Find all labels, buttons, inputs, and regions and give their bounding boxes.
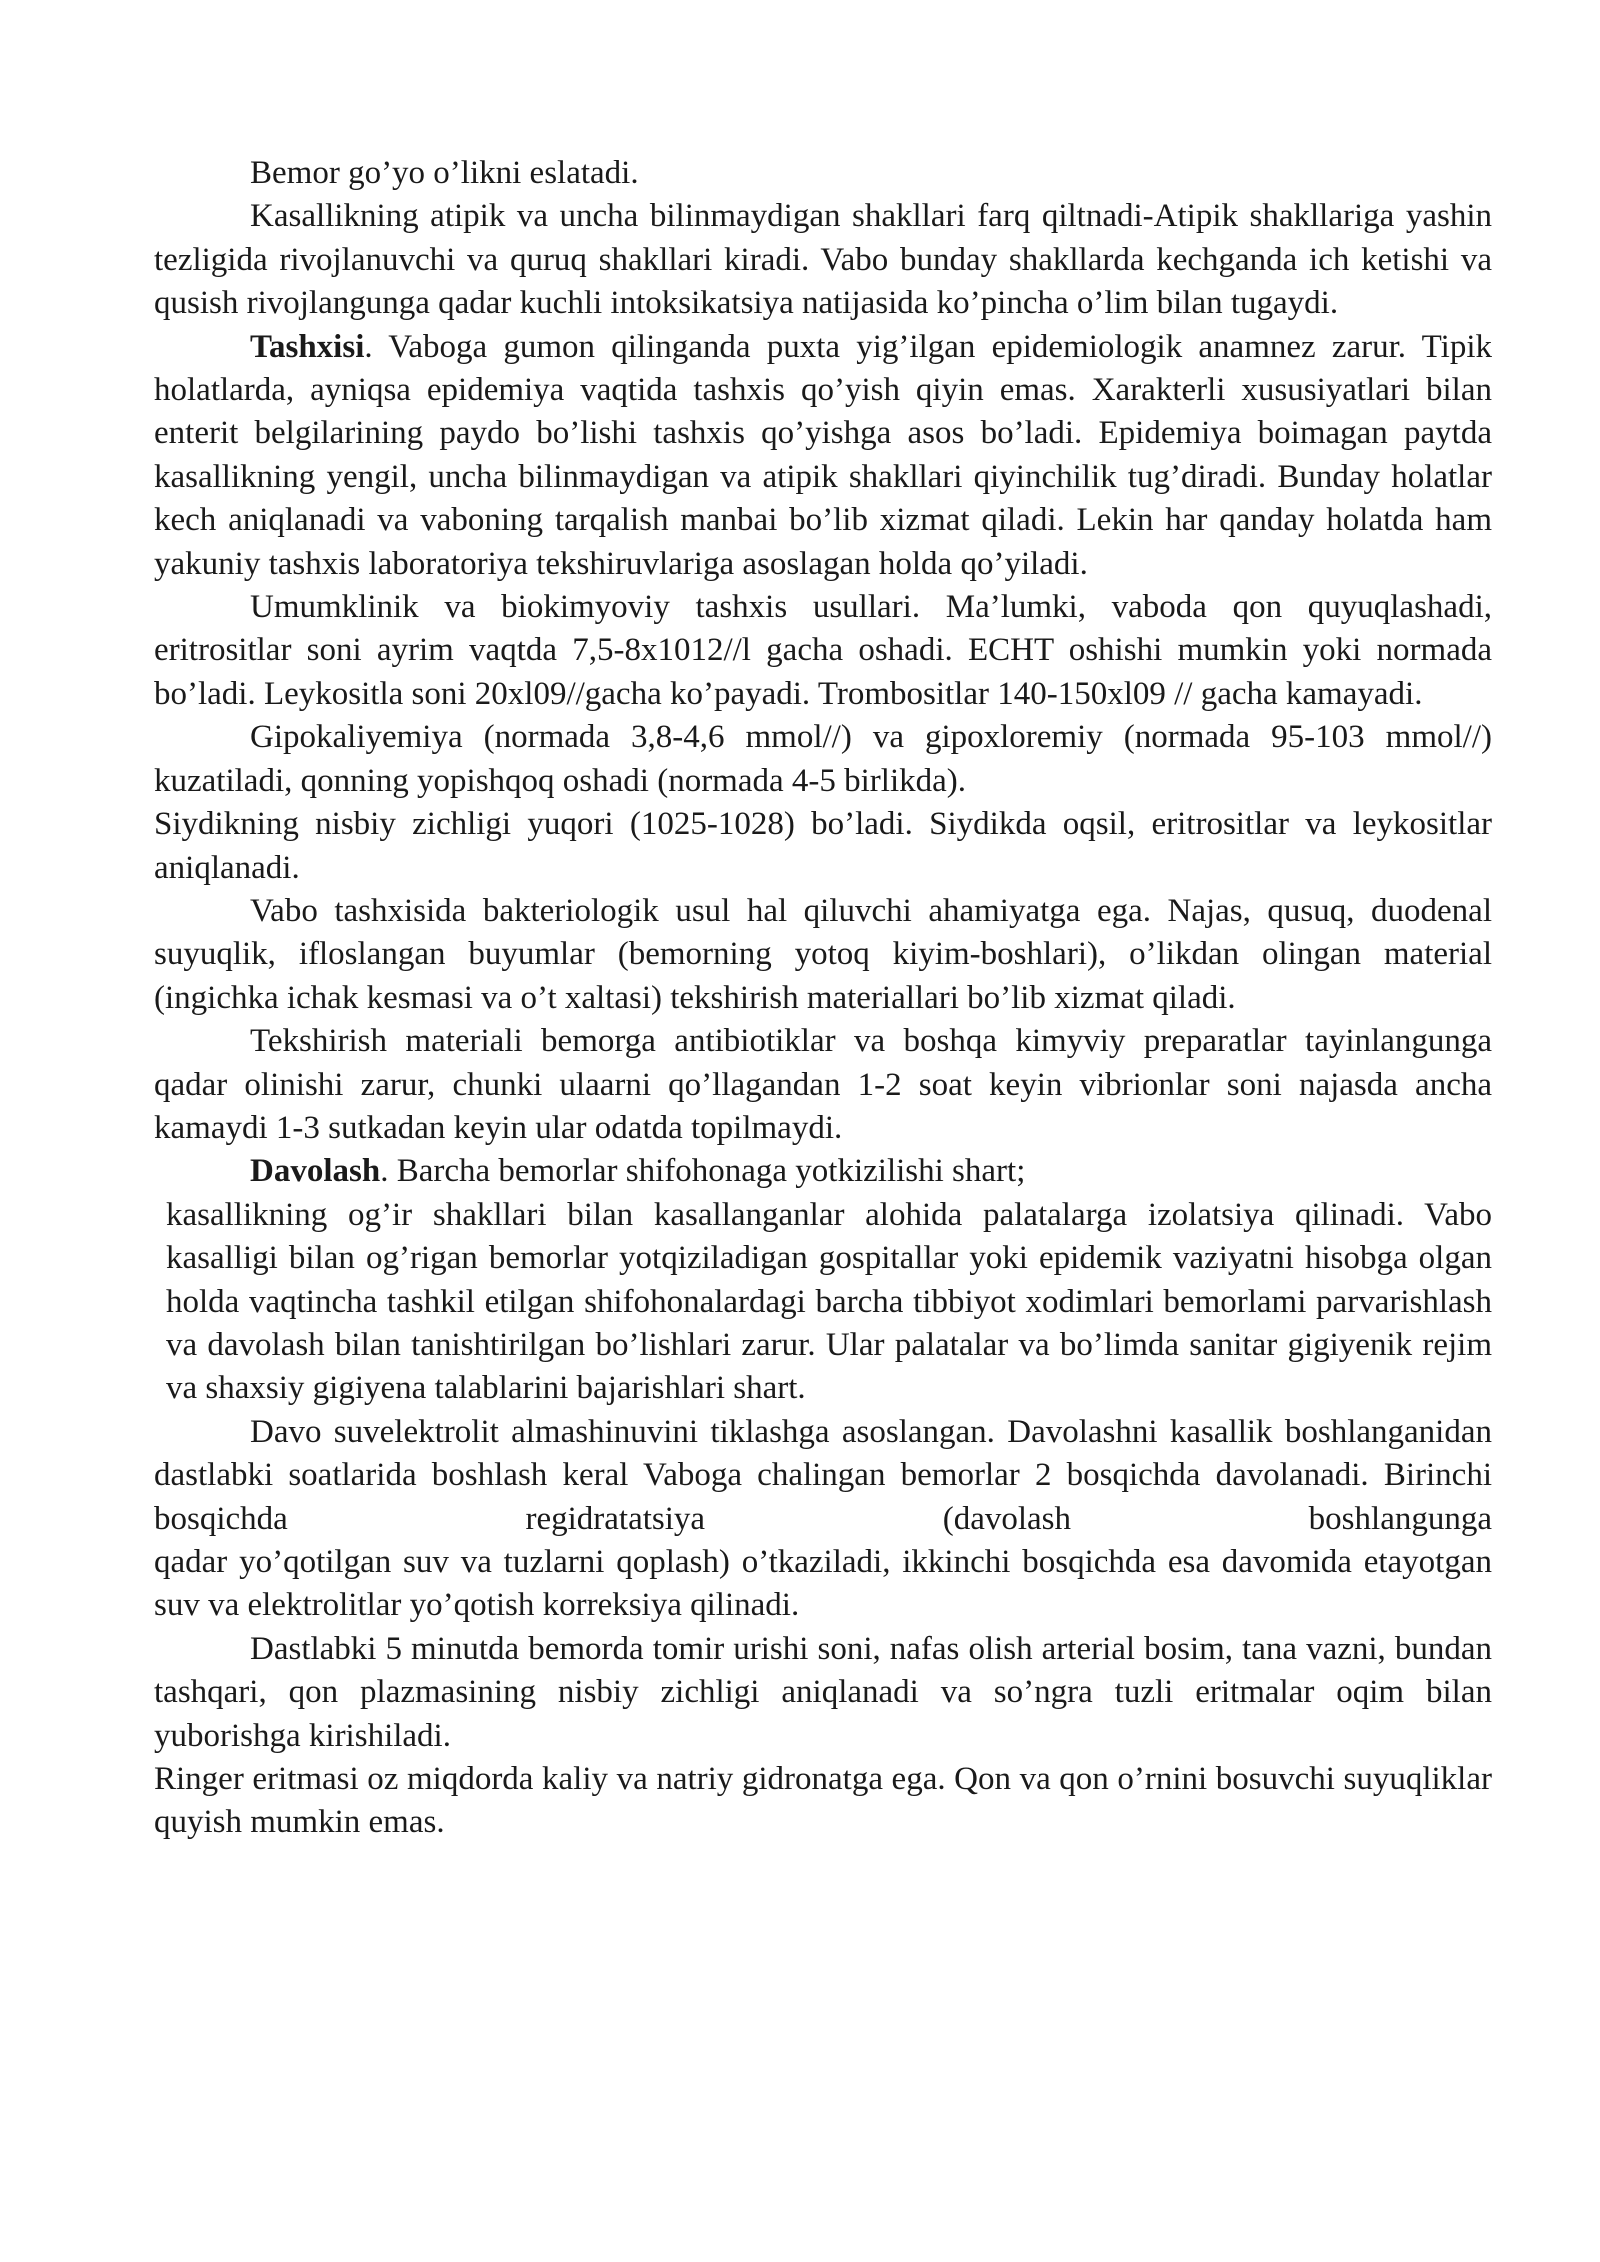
paragraph-hypokalemia: Gipokaliyemiya (normada 3,8-4,6 mmol//) va gipoxloremiy (normada 95-103 mmol//) kuzatiladi, qonning yopishqoq oshadi (normada 4-5 birlikda). [154, 719, 1492, 799]
paragraph-first-minutes: Dastlabki 5 minutda bemorda tomir urishi soni, nafas olish arterial bosim, tana vazni, bundan tashqari, qon plazmasining nisbiy zichligi aniqlanadi va so’ngra tuzli eritmalar oqim bilan yuborishga kirishiladi. [154, 1630, 1492, 1754]
paragraph-isolation: kasallikning og’ir shakllari bilan kasallanganlar alohida palatalarga izolatsiya qilinadi. Vabo kasalligi bilan og’rigan bemorlar yotqiziladigan gospitallar yoki epidemik vaziyatni hisobga olgan holda vaqtincha tashkil etilgan shifohonalardagi barcha tibbiyot xodimlari bemorlami parvarishlash va davolash bilan tanishtirilgan bo’lishlari zarur. Ular palatalar va bo’limda sanitar gigiyenik rejim va shaxsiy gigiyena talablarini bajarishlari shart. [166, 1196, 1492, 1407]
paragraph-bacteriology: Vabo tashxisida bakteriologik usul hal qiluvchi ahamiyatga ega. Najas, qusuq, duodenal suyuqlik, ifloslangan buyumlar (bemorning yotoq kiyim-boshlari), o’likdan olingan material (ingichka ichak kesmasi va o’t xaltasi) tekshirish materiallari bo’lib xizmat qiladi. [154, 892, 1492, 1016]
document-page [154, 152, 1492, 1845]
paragraph-treatment [154, 1150, 1492, 1193]
paragraph-treatment-text: . Barcha bemorlar shifohonaga yotkizilishi shart; [380, 1153, 1026, 1190]
paragraph-urine: Siydikning nisbiy zichligi yuqori (1025-1028) bo’ladi. Siydikda oqsil, eritrositlar va leykositlar aniqlanadi. [154, 806, 1492, 886]
paragraph-rehydration-cont: qadar yo’qotilgan suv va tuzlarni qoplash) o’tkaziladi, ikkinchi bosqichda esa davomida etayotgan suv va elektrolitlar yo’qotish korreksiya qilinadi. [154, 1544, 1492, 1624]
heading-diagnosis: Tashxisi [250, 328, 365, 365]
paragraph-diagnosis-text: . Vaboga gumon qilinganda puxta yig’ilgan epidemiologik anamnez zarur. Tipik holatlarda, ayniqsa epidemiya vaqtida tashxis qo’yish qiyin emas. Xarakterli xususiyatlari bilan enterit belgilarining paydo bo’lishi tashxis qo’yishga asos bo’ladi. Epidemiya boimagan paytda kasallikning yengil, uncha bilinmaydigan va atipik shakllari qiyinchilik tug’diradi. Bunday holatlar kech aniqlanadi va vaboning tarqalish manbai bo’lib xizmat qiladi. Lekin har qanday holatda ham yakuniy tashxis laboratoriya tekshiruvlariga asoslagan holda qo’yiladi. [154, 328, 1492, 582]
paragraph-sampling: Tekshirish materiali bemorga antibiotiklar va boshqa kimyviy preparatlar tayinlangunga qadar olinishi zarur, chunki ulaarni qo’llagandan 1-2 soat keyin vibrionlar soni najasda ancha kamaydi 1-3 sutkadan keyin ular odatda topilmaydi. [154, 1023, 1492, 1146]
paragraph-atypical-forms: Kasallikning atipik va uncha bilinmaydigan shakllari farq qiltnadi-Atipik shakllariga yashin tezligida rivojlanuvchi va quruq shakllari kiradi. Vabo bunday shakllarda kechganda ich ketishi va qusish rivojlangunga qadar kuchli intoksikatsiya natijasida ko’pincha o’lim bilan tugaydi. [154, 198, 1492, 322]
paragraph-diagnosis [154, 326, 1492, 586]
paragraph-intro: Bemor go’yo o’likni eslatadi. [250, 155, 639, 191]
paragraph-clinical-methods: Umumklinik va biokimyoviy tashxis usullari. Ma’lumki, vaboda qon quyuqlashadi, eritrositlar soni ayrim vaqtda 7,5-8x1012//l gacha oshadi. ECHT oshishi mumkin yoki normada bo’ladi. Leykositla soni 20xl09//gacha ko’payadi. Trombositlar 140-150xl09 // gacha kamayadi. [154, 589, 1492, 712]
heading-treatment: Davolash [250, 1153, 381, 1190]
paragraph-rehydration: Davo suvelektrolit almashinuvini tiklashga asoslangan. Davolashni kasallik boshlanganidan dastlabki soatlarida boshlash keral Vaboga chalingan bemorlar 2 bosqichda davolanadi. Birinchi bosqichda regidratatsiya (davolash boshlangunga [154, 1413, 1492, 1537]
paragraph-ringer: Ringer eritmasi oz miqdorda kaliy va natriy gidronatga ega. Qon va qon o’rnini bosuvchi suyuqliklar quyish mumkin emas. [154, 1761, 1492, 1841]
